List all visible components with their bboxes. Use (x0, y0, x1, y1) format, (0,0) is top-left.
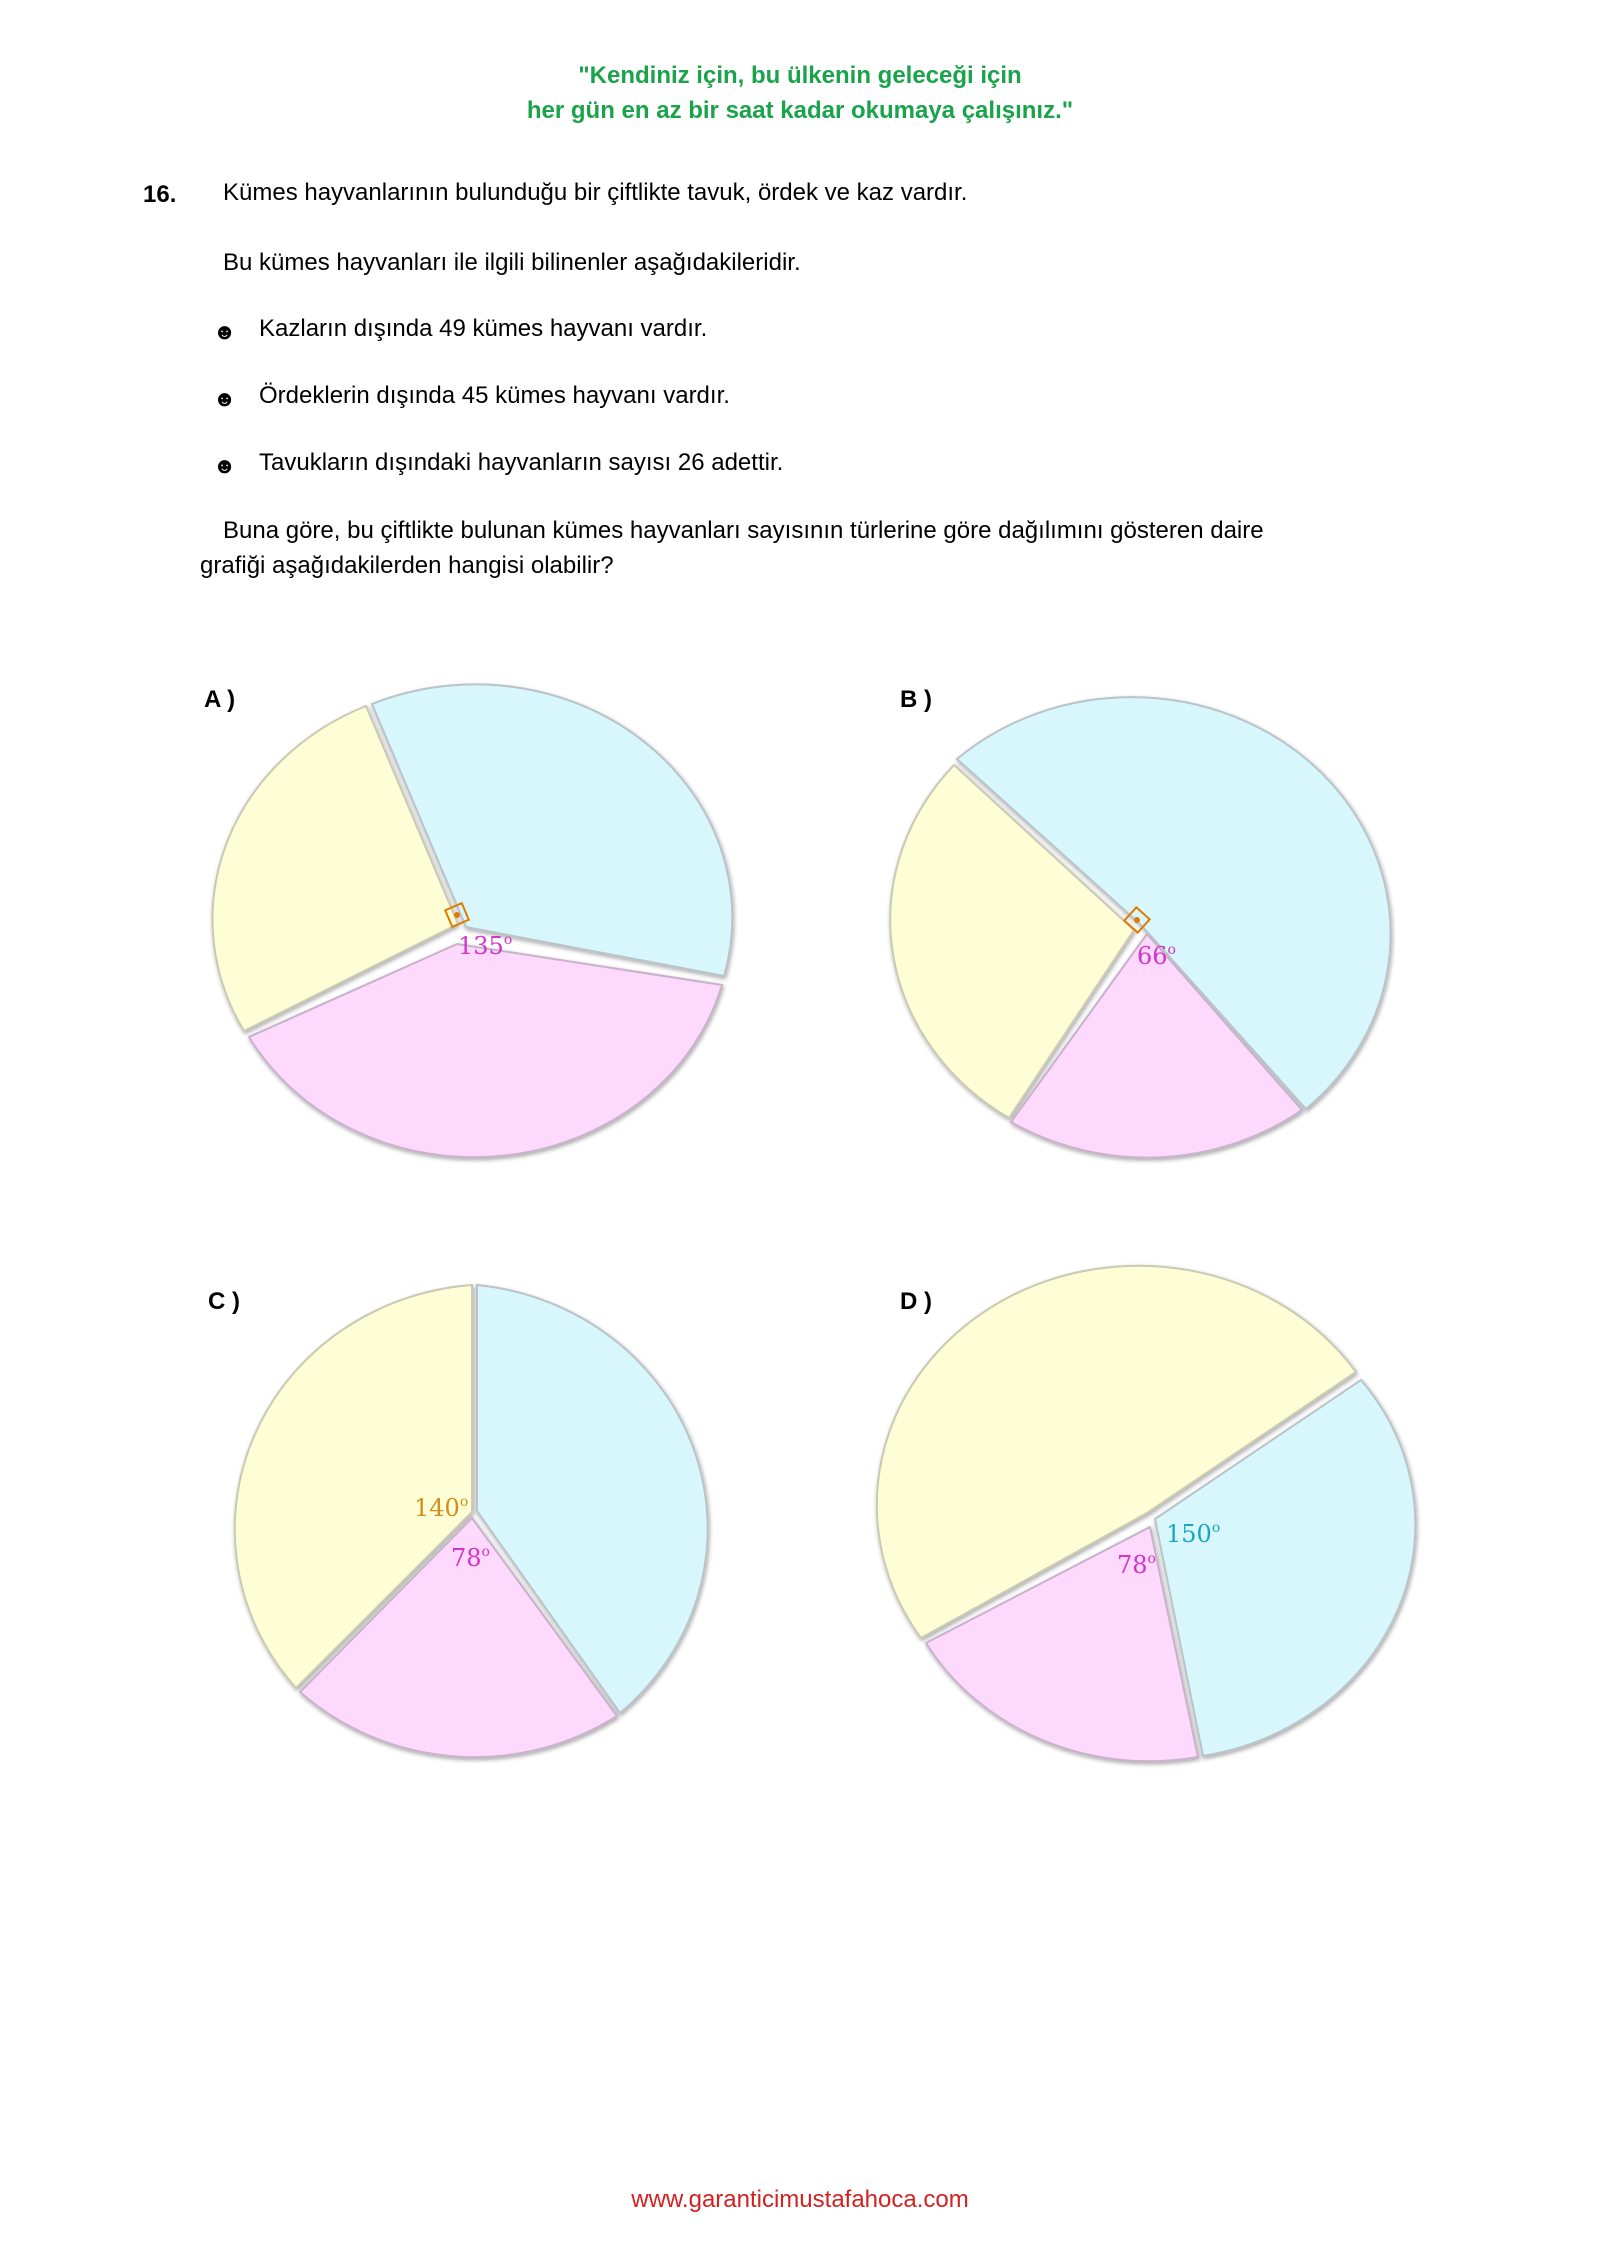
option-c-label[interactable]: C ) (208, 1288, 240, 1315)
footer-website-link[interactable]: www.garanticimustafahoca.com (631, 2186, 969, 2213)
quote-line-2: her gün en az bir saat kadar okumaya çalışınız." (526, 97, 1074, 124)
bullet-item: Ördeklerin dışında 45 kümes hayvanı vardır. (259, 382, 730, 409)
pie-chart-option-c[interactable] (205, 1275, 745, 1780)
bullet-item: Tavukların dışındaki hayvanların sayısı 26 adettir. (259, 449, 784, 476)
option-b-label[interactable]: B ) (900, 686, 932, 713)
pie-c-angle-label-pink: 78$^o$ (451, 1544, 490, 1572)
pie-d-angle-label-blue: 150$^o$ (1166, 1520, 1221, 1548)
pie-chart-option-d[interactable] (885, 1275, 1425, 1780)
question-prompt-line-1: Buna göre, bu çiftlikte bulunan kümes hayvanları sayısının türlerine göre dağılımını gösteren daire (223, 517, 1264, 544)
question-prompt-line-2: grafiği aşağıdakilerden hangisi olabilir? (200, 552, 614, 579)
smiley-bullet-icon: ☻ (213, 319, 237, 344)
motivational-quote (0, 58, 1600, 128)
pie-chart-option-b[interactable] (885, 670, 1425, 1175)
question-intro: Kümes hayvanlarının bulunduğu bir çiftlikte tavuk, ördek ve kaz vardır. (223, 179, 968, 206)
option-d-label[interactable]: D ) (900, 1288, 932, 1315)
pie-d-angle-label-pink: 78$^o$ (1117, 1551, 1156, 1579)
pie-a-angle-label: 135$^o$ (458, 932, 513, 960)
option-a-label[interactable]: A ) (204, 686, 236, 713)
smiley-bullet-icon: ☻ (213, 453, 237, 478)
pie-b-angle-label: 66$^o$ (1137, 942, 1176, 970)
question-number: 16. (143, 181, 177, 208)
bullet-item: Kazların dışında 49 kümes hayvanı vardır. (259, 315, 708, 342)
smiley-bullet-icon: ☻ (213, 386, 237, 411)
pie-c-angle-label-yellow: 140$^o$ (414, 1494, 469, 1522)
known-facts-intro: Bu kümes hayvanları ile ilgili bilinenler aşağıdakileridir. (223, 249, 801, 276)
quote-line-1: "Kendiniz için, bu ülkenin geleceği için (578, 62, 1022, 89)
pie-chart-option-a[interactable] (205, 675, 745, 1175)
